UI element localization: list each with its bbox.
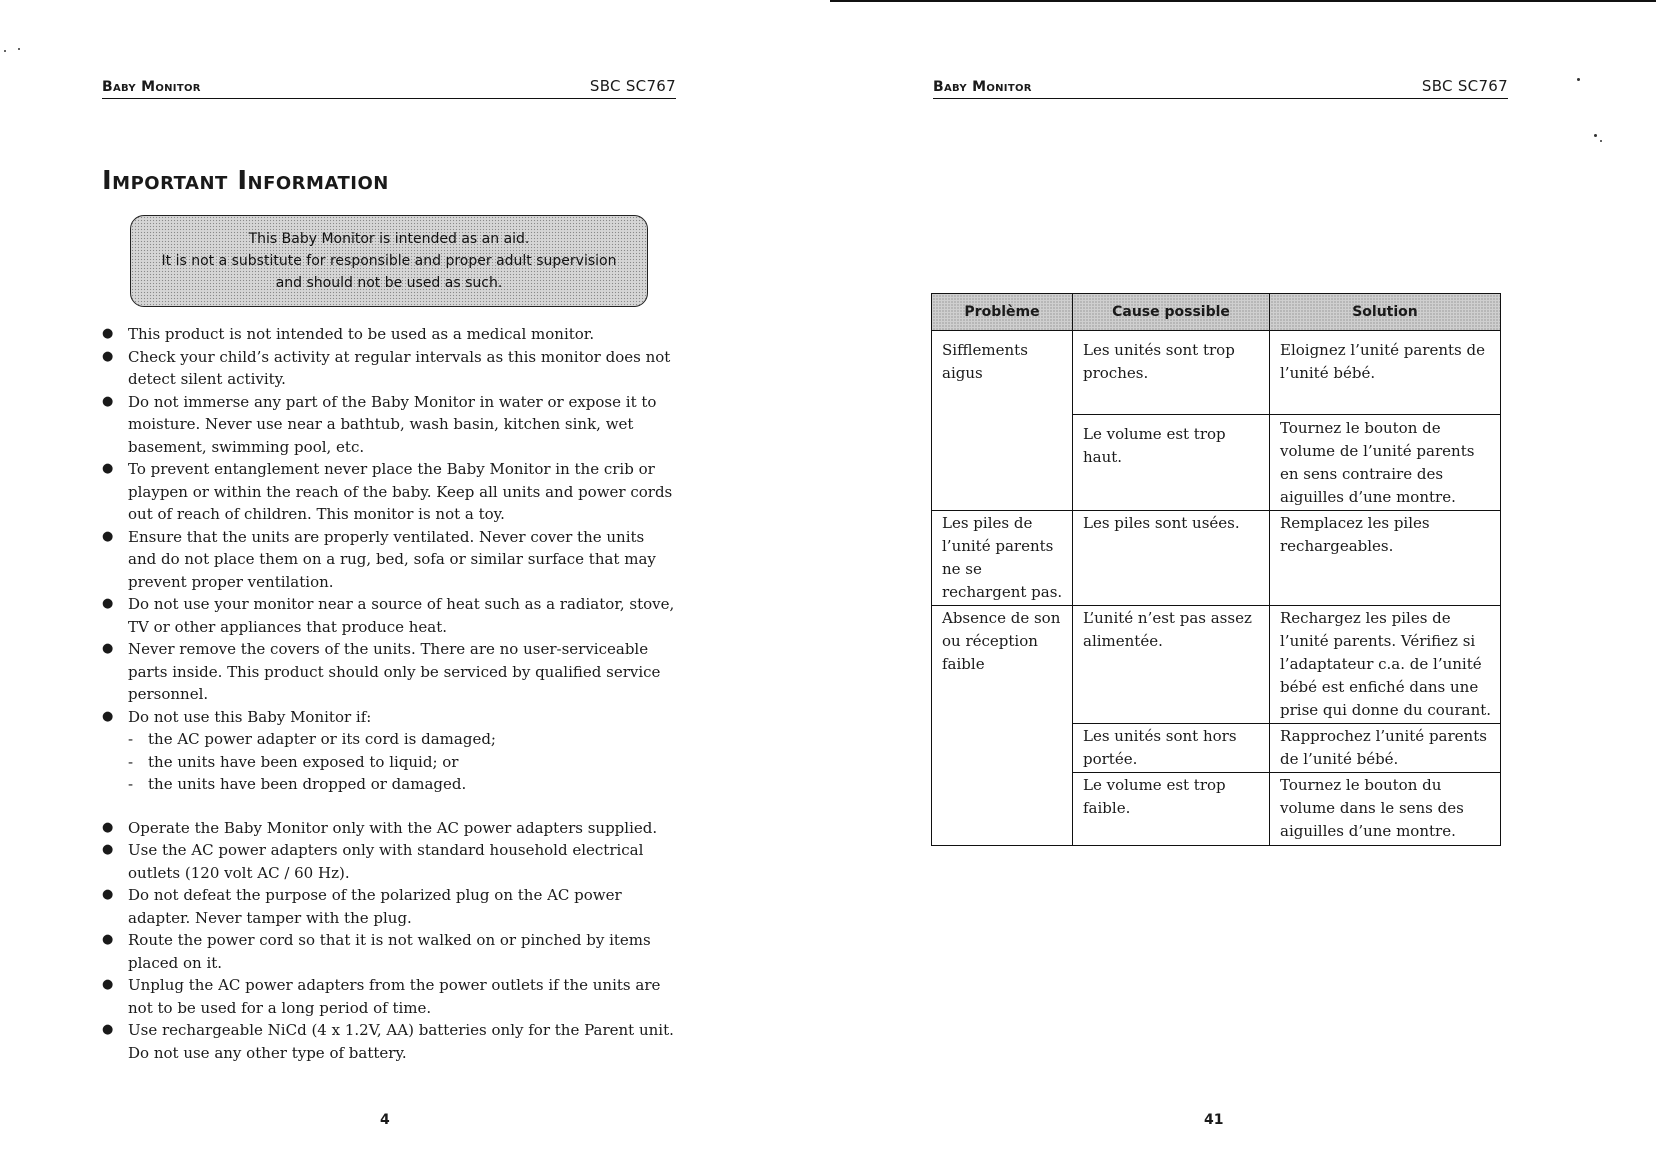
cause-cell: Les unités sont hors portée.	[1073, 724, 1270, 773]
bullet-text: Do not immerse any part of the Baby Monitor in water or expose it to moisture. Never use near a bathtub, wash basin, kitchen sink, wet basement, swimming pool, etc.	[128, 392, 657, 456]
bullet-icon: ●	[102, 887, 114, 902]
bullet-item	[96, 391, 676, 459]
page-number: 41	[1204, 1112, 1224, 1128]
troubleshooting-table	[931, 293, 1501, 846]
page-header	[933, 77, 1508, 99]
sub-item-text: the AC power adapter or its cord is damaged;	[148, 730, 496, 748]
dash-icon: -	[128, 752, 134, 771]
right-page	[828, 0, 1656, 1174]
table-row	[932, 606, 1501, 724]
bullet-icon: ●	[102, 528, 114, 544]
bullet-item	[96, 346, 676, 391]
scan-speck	[18, 48, 20, 50]
sub-item-text: the units have been dropped or damaged.	[148, 775, 467, 793]
header-model-number: SBC SC767	[1421, 77, 1508, 95]
bullet-icon: ●	[102, 641, 114, 656]
bullet-text: Do not defeat the purpose of the polarized plug on the AC power adapter. Never tamper with the plug.	[128, 886, 622, 927]
column-header-solution: Solution	[1270, 294, 1501, 331]
bullet-icon: ●	[102, 596, 114, 611]
bullet-icon: ●	[102, 326, 114, 341]
bullet-text: Never remove the covers of the units. There are no user-serviceable parts inside. This product should only be serviced by qualified service personnel.	[128, 640, 661, 703]
scan-speck	[1577, 78, 1580, 81]
bullet-icon: ●	[102, 708, 114, 724]
bullet-item	[96, 839, 676, 884]
sub-item	[128, 728, 676, 751]
bullet-text: Use rechargeable NiCd (4 x 1.2V, AA) batteries only for the Parent unit. Do not use any other type of battery.	[128, 1021, 674, 1062]
scan-speck	[1594, 134, 1597, 137]
bullet-text: Do not use this Baby Monitor if:	[128, 707, 372, 726]
solution-cell: Tournez le bouton de volume de l’unité parents en sens contraire des aiguilles d’une montre.	[1270, 415, 1501, 511]
solution-cell: Tournez le bouton du volume dans le sens des aiguilles d’une montre.	[1270, 773, 1501, 846]
bullet-item	[96, 458, 676, 526]
bullet-icon: ●	[102, 842, 114, 857]
notice-line: It is not a substitute for responsible and proper adult supervision	[161, 253, 617, 269]
sub-item	[128, 773, 676, 796]
bullet-item	[96, 974, 676, 1019]
bullet-icon: ●	[102, 932, 114, 947]
bullet-item	[96, 884, 676, 929]
sub-item	[128, 751, 676, 774]
header-product-name: Baby Monitor	[933, 79, 1032, 95]
bullet-text: Check your child’s activity at regular intervals as this monitor does not detect silent activity.	[128, 347, 671, 388]
notice-line: and should not be used as such.	[275, 275, 503, 291]
sub-item-text: the units have been exposed to liquid; or	[148, 752, 459, 771]
bullet-icon: ●	[102, 1022, 114, 1037]
sub-list	[128, 728, 676, 796]
bullet-icon: ●	[102, 348, 114, 364]
bullet-text: This product is not intended to be used as a medical monitor.	[128, 325, 595, 343]
column-header-cause: Cause possible	[1073, 294, 1270, 331]
page-header	[102, 77, 676, 99]
table-row	[932, 331, 1501, 415]
bullet-item	[96, 817, 676, 840]
dash-icon: -	[128, 775, 134, 793]
bullet-item	[96, 638, 676, 706]
problem-cell: Les piles de l’unité parents ne se rechargent pas.	[932, 511, 1073, 606]
cause-cell: Le volume est trop haut.	[1073, 415, 1270, 511]
bullet-text: Route the power cord so that it is not walked on or pinched by items placed on it.	[128, 931, 651, 972]
problem-cell: Absence de son ou réception faible	[932, 606, 1073, 846]
solution-cell: Rapprochez l’unité parents de l’unité bébé.	[1270, 724, 1501, 773]
bullet-icon: ●	[102, 393, 114, 409]
safety-bullet-list	[96, 323, 676, 1064]
bullet-text: Ensure that the units are properly ventilated. Never cover the units and do not place them on a rug, bed, sofa or similar surface that may prevent proper ventilation.	[128, 527, 656, 591]
dash-icon: -	[128, 730, 134, 748]
bullet-icon: ●	[102, 819, 114, 835]
table-header-row	[932, 294, 1501, 331]
bullet-text: Use the AC power adapters only with standard household electrical outlets (120 volt AC / 60 Hz).	[128, 841, 644, 882]
solution-cell: Rechargez les piles de l’unité parents. Vérifiez si l’adaptateur c.a. de l’unité bébé est enfiché dans une prise qui donne du courant.	[1270, 606, 1501, 724]
scan-speck	[4, 50, 6, 52]
page-number: 4	[380, 1112, 390, 1128]
table-row	[932, 511, 1501, 606]
bullet-item	[96, 706, 676, 796]
cause-cell: Les unités sont trop proches.	[1073, 331, 1270, 415]
column-header-problem: Problème	[932, 294, 1073, 331]
warning-notice-box	[130, 215, 648, 307]
bullet-item	[96, 929, 676, 974]
bullet-icon: ●	[102, 977, 114, 992]
cause-cell: Les piles sont usées.	[1073, 511, 1270, 606]
bullet-text: To prevent entanglement never place the Baby Monitor in the crib or playpen or within the reach of the baby. Keep all units and power cords out of reach of children. This monitor is not a toy.	[128, 460, 673, 523]
bullet-text: Operate the Baby Monitor only with the AC power adapters supplied.	[128, 818, 658, 837]
solution-cell: Eloignez l’unité parents de l’unité bébé.	[1270, 331, 1501, 415]
bullet-text: Do not use your monitor near a source of heat such as a radiator, stove, TV or other appliances that produce heat.	[128, 595, 675, 636]
bullet-icon: ●	[102, 461, 114, 476]
scan-speck	[1600, 140, 1602, 142]
bullet-item	[96, 593, 676, 638]
header-model-number: SBC SC767	[589, 77, 676, 95]
problem-cell: Sifflements aigus	[932, 331, 1073, 511]
bullet-item	[96, 1019, 676, 1064]
cause-cell: L’unité n’est pas assez alimentée.	[1073, 606, 1270, 724]
header-product-name: Baby Monitor	[102, 79, 201, 95]
bullet-text: Unplug the AC power adapters from the power outlets if the units are not to be used for a long period of time.	[128, 976, 661, 1017]
section-title: Important Information	[102, 166, 389, 196]
notice-line: This Baby Monitor is intended as an aid.	[248, 231, 530, 247]
bullet-item	[96, 323, 676, 346]
bullet-item	[96, 526, 676, 594]
solution-cell: Remplacez les piles rechargeables.	[1270, 511, 1501, 606]
cause-cell: Le volume est trop faible.	[1073, 773, 1270, 846]
